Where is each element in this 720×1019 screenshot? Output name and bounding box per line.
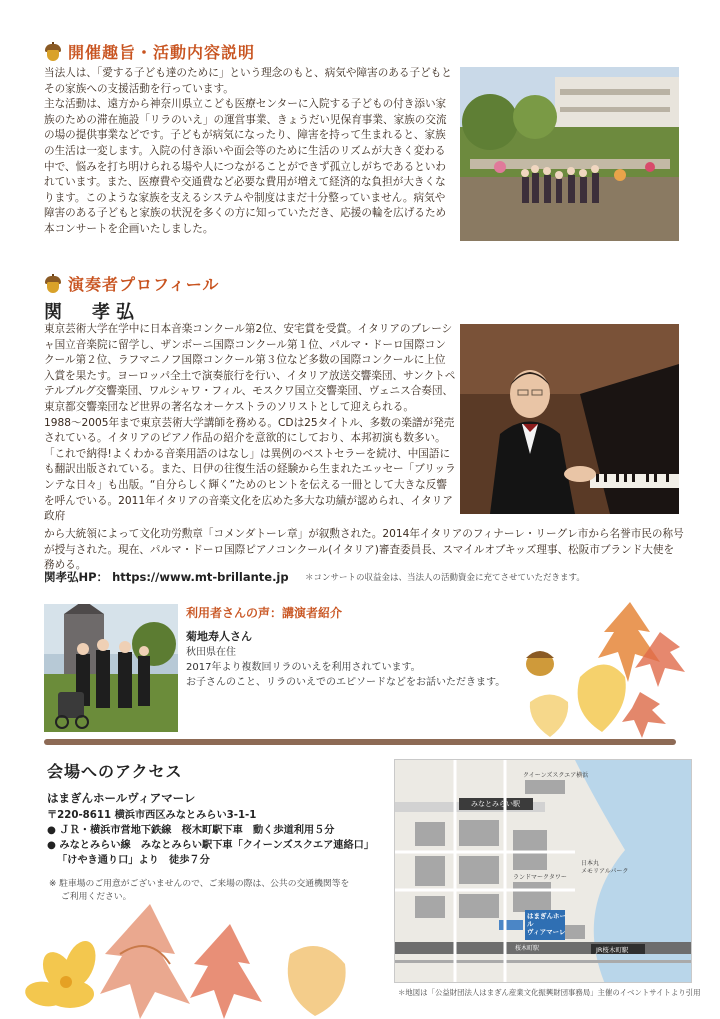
access-map <box>394 759 692 983</box>
proceeds-note: ＊コンサートの収益金は、当法人の活動資金に充てさせていただきます。 <box>305 573 585 583</box>
acorn-icon <box>44 42 62 62</box>
map-label-landmark: ランドマークタワー <box>513 874 567 881</box>
speaker-description <box>186 645 505 690</box>
map-credit: ＊地図は「公益財団法人はまぎん産業文化振興財団事務局」主催のイベントサイトより引用 <box>398 988 701 997</box>
parking-note: ※ 駐車場のご用意がございませんので、ご来場の際は、公共の交通機関等を ご利用ください。 <box>49 879 350 902</box>
bottom-leaves-decoration <box>0 894 380 1019</box>
section-divider <box>44 739 676 745</box>
bio-paragraph-1: 東京芸術大学在学中に日本音楽コンクール第2位、安宅賞を受賞。イタリアのブレーシャ国立音楽院に留学し、ザンボーニ国際コンクール第１位、パルマ・ドーロ国際コンクール第２位、ラフマニノフ国際コンクール第３位など多数の国際コンクールに上位入賞を果たす。ヨーロッパ全土で演奏旅行を行い、イタリア放送交響楽団、サンクトペテルブルグ交響楽団、ワルシャワ・フィル、モスクワ国立交響楽団、ヴェニス合奏団、東京都交響楽団など世界の著名なオーケストラのソリストとして迎えられる。 <box>44 323 456 413</box>
performer-name: 関 孝弘 <box>44 302 140 323</box>
performer-homepage <box>44 569 289 585</box>
autumn-leaves-decoration <box>510 592 690 742</box>
map-label-jr-station: JR桜木町駅 <box>596 946 629 954</box>
family-photo <box>44 604 178 732</box>
section-header-profile <box>44 272 219 295</box>
venue-name: はまぎんホールヴィアマーレ <box>47 791 196 805</box>
bio-paragraph-2: 1988～2005年まで東京芸術大学講師を務める。CDは25タイトル、多数の楽譜が発売されている。イタリアのピアノ作品の紹介を意欲的にしており、本邦初演も数多い。「これで納得!よくわかる音楽用語のはなし」は異例のベストセラーを続け、中国語にも翻訳出版されている。また、日伊の往復生活の経験から生まれたエッセー「ブリッランテな日々」も出版。“自分らしく輝く”ためのヒントを伝える一冊として大きな反響を呼んでいる。2011年イタリアの音楽文化を広めた多大な功績が認められ、イタリア政府 <box>44 416 456 523</box>
homepage-label: 関孝弘HP： <box>44 570 109 584</box>
access-details <box>47 808 374 868</box>
pianist-photo <box>460 324 679 514</box>
section-title-purpose: 開催趣旨・活動内容説明 <box>68 43 256 62</box>
speaker-line-1: 秋田県在住 <box>186 647 236 658</box>
map-label-queens-square: クイーンズスクエア横浜 <box>523 772 589 779</box>
performer-bio <box>44 322 456 525</box>
route-minatomirai: ● みなとみらい線 みなとみらい駅下車「クイーンズスクエア連絡口」 <box>47 840 375 851</box>
bio-paragraph-3: から大統領によって文化功労勲章「コメンダトーレ章」が叙勲された。2014年イタリアのフィナーレ・リーグレ市から名誉市民の称号が授与された。現在、パルマ・ドーロ国際ピアノコンクール(イタリア)審査委員長、スマイルオブキッズ理事、松阪市ブランド大使を務める。 <box>44 528 684 572</box>
speaker-name: 菊地寿人さん <box>186 630 252 643</box>
voice-title: 利用者さんの声：講演者紹介 <box>186 606 343 620</box>
purpose-paragraph-1: 当法人は、「愛する子ども達のために」という理念のもと、病気や障害のある子どもとその家族への支援活動を行っています。 <box>44 67 452 95</box>
acorn-icon <box>44 274 62 294</box>
map-label-venue: はまぎんホール ヴィアマーレ <box>527 912 566 936</box>
access-title: 会場へのアクセス <box>47 762 183 781</box>
homepage-link[interactable]: https://www.mt-brillante.jp <box>112 570 289 584</box>
venue-address: 〒220-8611 横浜市西区みなとみらい3-1-1 <box>47 810 257 821</box>
map-label-minatomirai-station: みなとみらい駅 <box>471 800 520 808</box>
speaker-line-2: 2017年より複数回リラのいえを利用されています。 <box>186 662 421 673</box>
garden-group-photo <box>460 67 679 241</box>
speaker-line-3: お子さんのこと、リラのいえでのエピソードなどをお話いただきます。 <box>186 677 506 688</box>
route-jr: ● ＪＲ・横浜市営地下鉄線 桜木町駅下車 動く歩道利用５分 <box>47 825 335 836</box>
purpose-paragraph-2: 主な活動は、遠方から神奈川県立こども医療センターに入院する子どもの付き添い家族のための滞在施設「リラのいえ」の運営事業、きょうだい児保育事業、家族の交流の場の提供事業などです。子どもが病気になったり、障害を持って生まれると、家族の生活は一変します。入院の付き添いや面会等のために生活のリズムが大きく変わる中で、悩みを打ち明けられる場や人につながることができず孤立しがちであるといわれています。また、医療費や交通費など必要な費用が増えて経済的な負担が大きくなります。このような家族を支えるシステムや制度はまだ十分整っていません。病気や障害のある子どもと家族の状況を多くの方に知っていただき、応援の輪を広げるため本コンサートを企画いたしました。 <box>44 98 447 235</box>
map-label-sakuragicho-station: 桜木町駅 <box>515 945 540 952</box>
section-title-profile: 演奏者プロフィール <box>68 275 220 294</box>
section-header-purpose <box>44 40 255 63</box>
route-minatomirai-exit: 「けやき通り口」より 徒歩７分 <box>57 855 210 866</box>
performer-bio-continued <box>44 527 684 574</box>
map-label-nippon-maru: 日本丸 メモリアルパーク <box>581 860 629 875</box>
purpose-text <box>44 66 452 238</box>
